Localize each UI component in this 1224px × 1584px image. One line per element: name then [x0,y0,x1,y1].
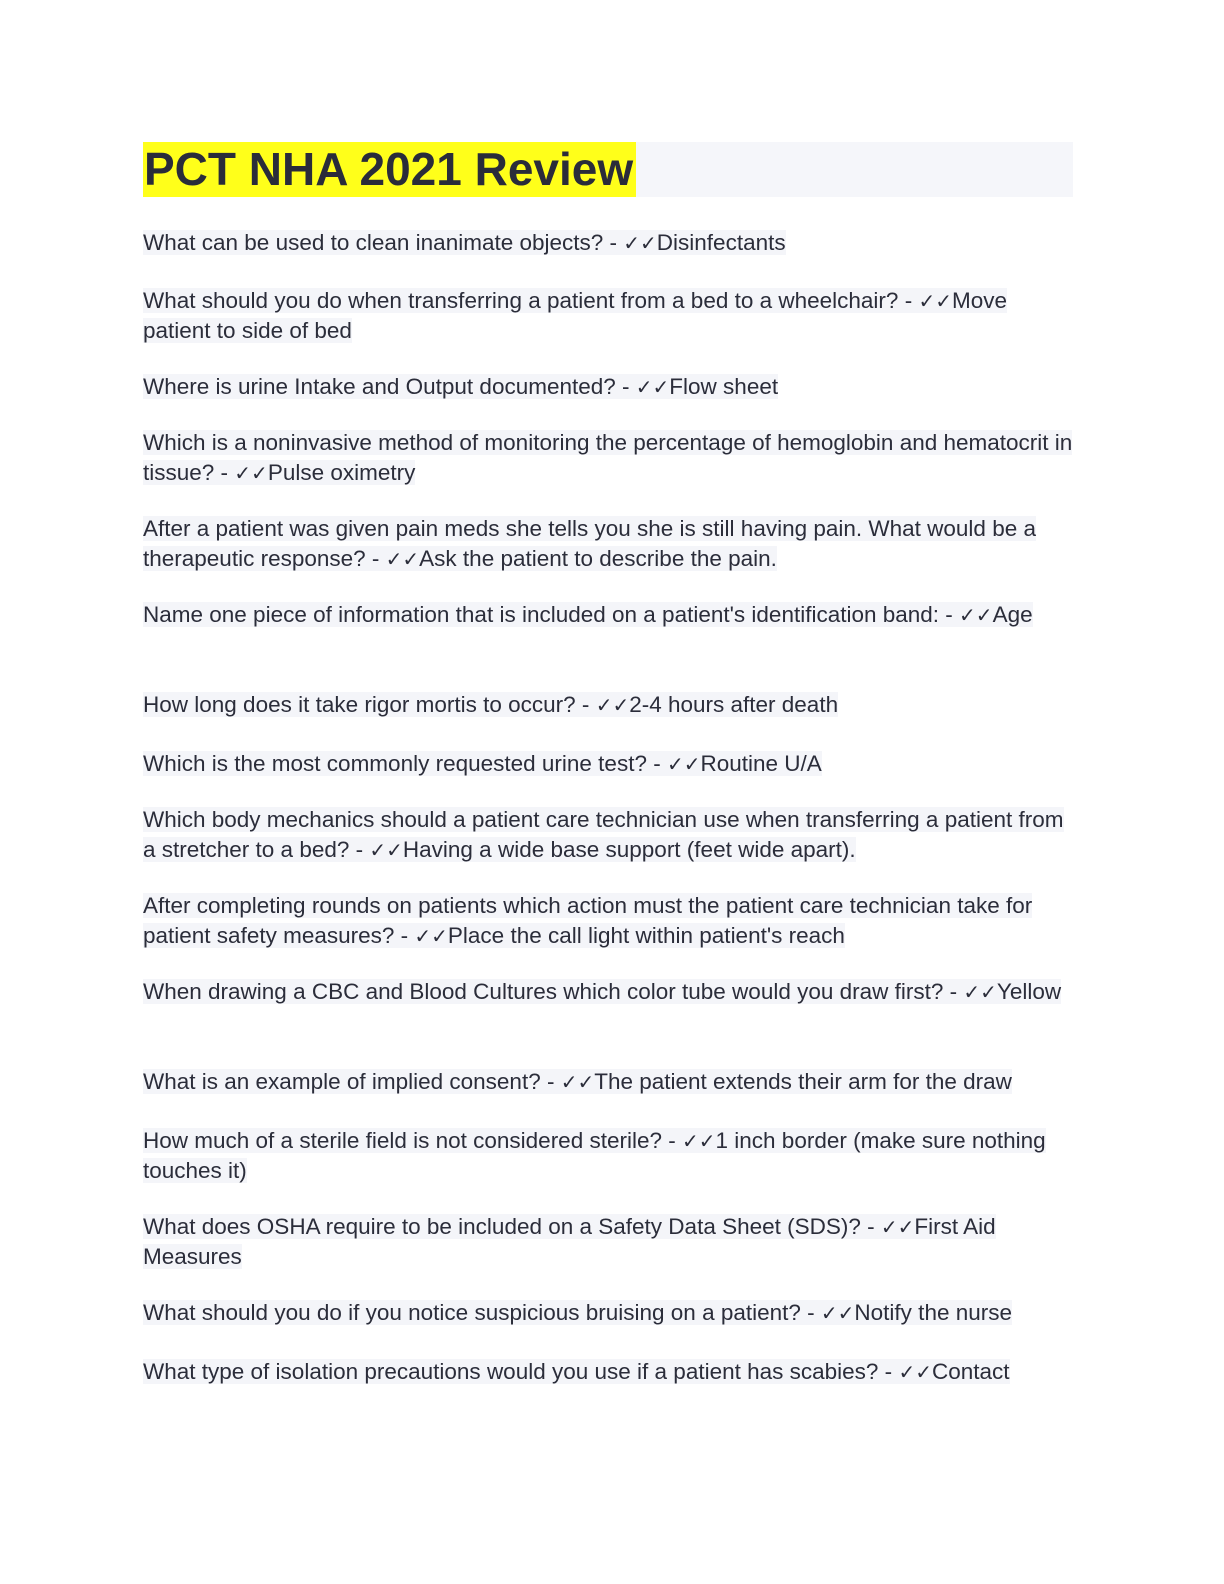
check-mark-icon: ✓✓ [682,1129,716,1153]
question-text: What should you do when transferring a patient from a bed to a wheelchair? - [143,288,919,313]
question-text: What type of isolation precautions would you use if a patient has scabies? - [143,1359,899,1384]
question-text: Which is the most commonly requested urine test? - [143,751,667,776]
answer-text: Age [992,602,1033,627]
question-text: When drawing a CBC and Blood Cultures which color tube would you draw first? - [143,979,964,1004]
qa-item-2 [143,286,1073,346]
answer-text: Pulse oximetry [267,460,416,485]
check-mark-icon: ✓✓ [560,1070,595,1094]
answer-text: First Aid Measures [143,1214,996,1269]
answer-text: 1 inch border (make sure nothing touches it) [143,1128,1046,1183]
qa-item-11 [143,977,1073,1007]
check-mark-icon: ✓✓ [918,289,952,313]
answer-text: Routine U/A [700,751,822,776]
question-text: What is an example of implied consent? - [143,1069,561,1094]
check-mark-icon: ✓✓ [898,1360,932,1384]
check-mark-icon: ✓✓ [414,924,448,948]
check-mark-icon: ✓✓ [234,461,268,485]
check-mark-icon: ✓✓ [666,752,701,776]
qa-item-8 [143,749,1073,779]
answer-text: Notify the nurse [854,1300,1012,1325]
answer-text: Contact [931,1359,1010,1384]
question-text: After a patient was given pain meds she tells you she is still having pain. What would be a therapeutic response? - [143,516,1036,571]
question-text: Name one piece of information that is included on a patient's identification band: - [143,602,960,627]
check-mark-icon: ✓✓ [369,838,403,862]
question-text: Which is a noninvasive method of monitoring the percentage of hemoglobin and hematocrit in tissue? - [143,430,1073,485]
qa-item-3 [143,372,1073,402]
question-text: How long does it take rigor mortis to occur? - [143,692,596,717]
check-mark-icon: ✓✓ [880,1215,915,1239]
check-mark-icon: ✓✓ [635,375,670,399]
qa-item-10 [143,891,1073,951]
answer-text: Ask the patient to describe the pain. [419,546,777,571]
check-mark-icon: ✓✓ [595,693,630,717]
question-text: What does OSHA require to be included on a Safety Data Sheet (SDS)? - [143,1214,881,1239]
question-text: After completing rounds on patients which action must the patient care technician take for patient safety measures? - [143,893,1033,948]
question-text: Which body mechanics should a patient care technician use when transferring a patient from a stretcher to a bed? - [143,807,1064,862]
answer-text: Disinfectants [656,230,786,255]
qa-item-15 [143,1298,1073,1328]
answer-text: Place the call light within patient's reach [447,923,845,948]
question-text: What can be used to clean inanimate objects? - [143,230,624,255]
check-mark-icon: ✓✓ [959,603,993,627]
qa-item-14 [143,1212,1073,1272]
qa-item-12 [143,1067,1073,1097]
page-title: PCT NHA 2021 Review [143,142,636,197]
answer-text: Move patient to side of bed [143,288,1007,343]
question-text: Where is urine Intake and Output documented? - [143,374,636,399]
qa-item-9 [143,805,1073,865]
answer-text: Having a wide base support (feet wide apart). [402,837,856,862]
qa-item-5 [143,514,1073,574]
answer-text: 2-4 hours after death [629,692,839,717]
qa-item-6 [143,600,1073,630]
answer-text: The patient extends their arm for the draw [594,1069,1012,1094]
check-mark-icon: ✓✓ [963,980,997,1004]
answer-text: Flow sheet [669,374,779,399]
check-mark-icon: ✓✓ [385,547,420,571]
qa-item-16 [143,1357,1073,1387]
check-mark-icon: ✓✓ [623,231,657,255]
qa-item-7 [143,690,1073,720]
answer-text: Yellow [996,979,1062,1004]
qa-item-4 [143,428,1073,488]
check-mark-icon: ✓✓ [820,1301,855,1325]
qa-item-1 [143,228,1073,258]
qa-item-13 [143,1126,1073,1186]
question-text: How much of a sterile field is not considered sterile? - [143,1128,682,1153]
question-text: What should you do if you notice suspicious bruising on a patient? - [143,1300,821,1325]
